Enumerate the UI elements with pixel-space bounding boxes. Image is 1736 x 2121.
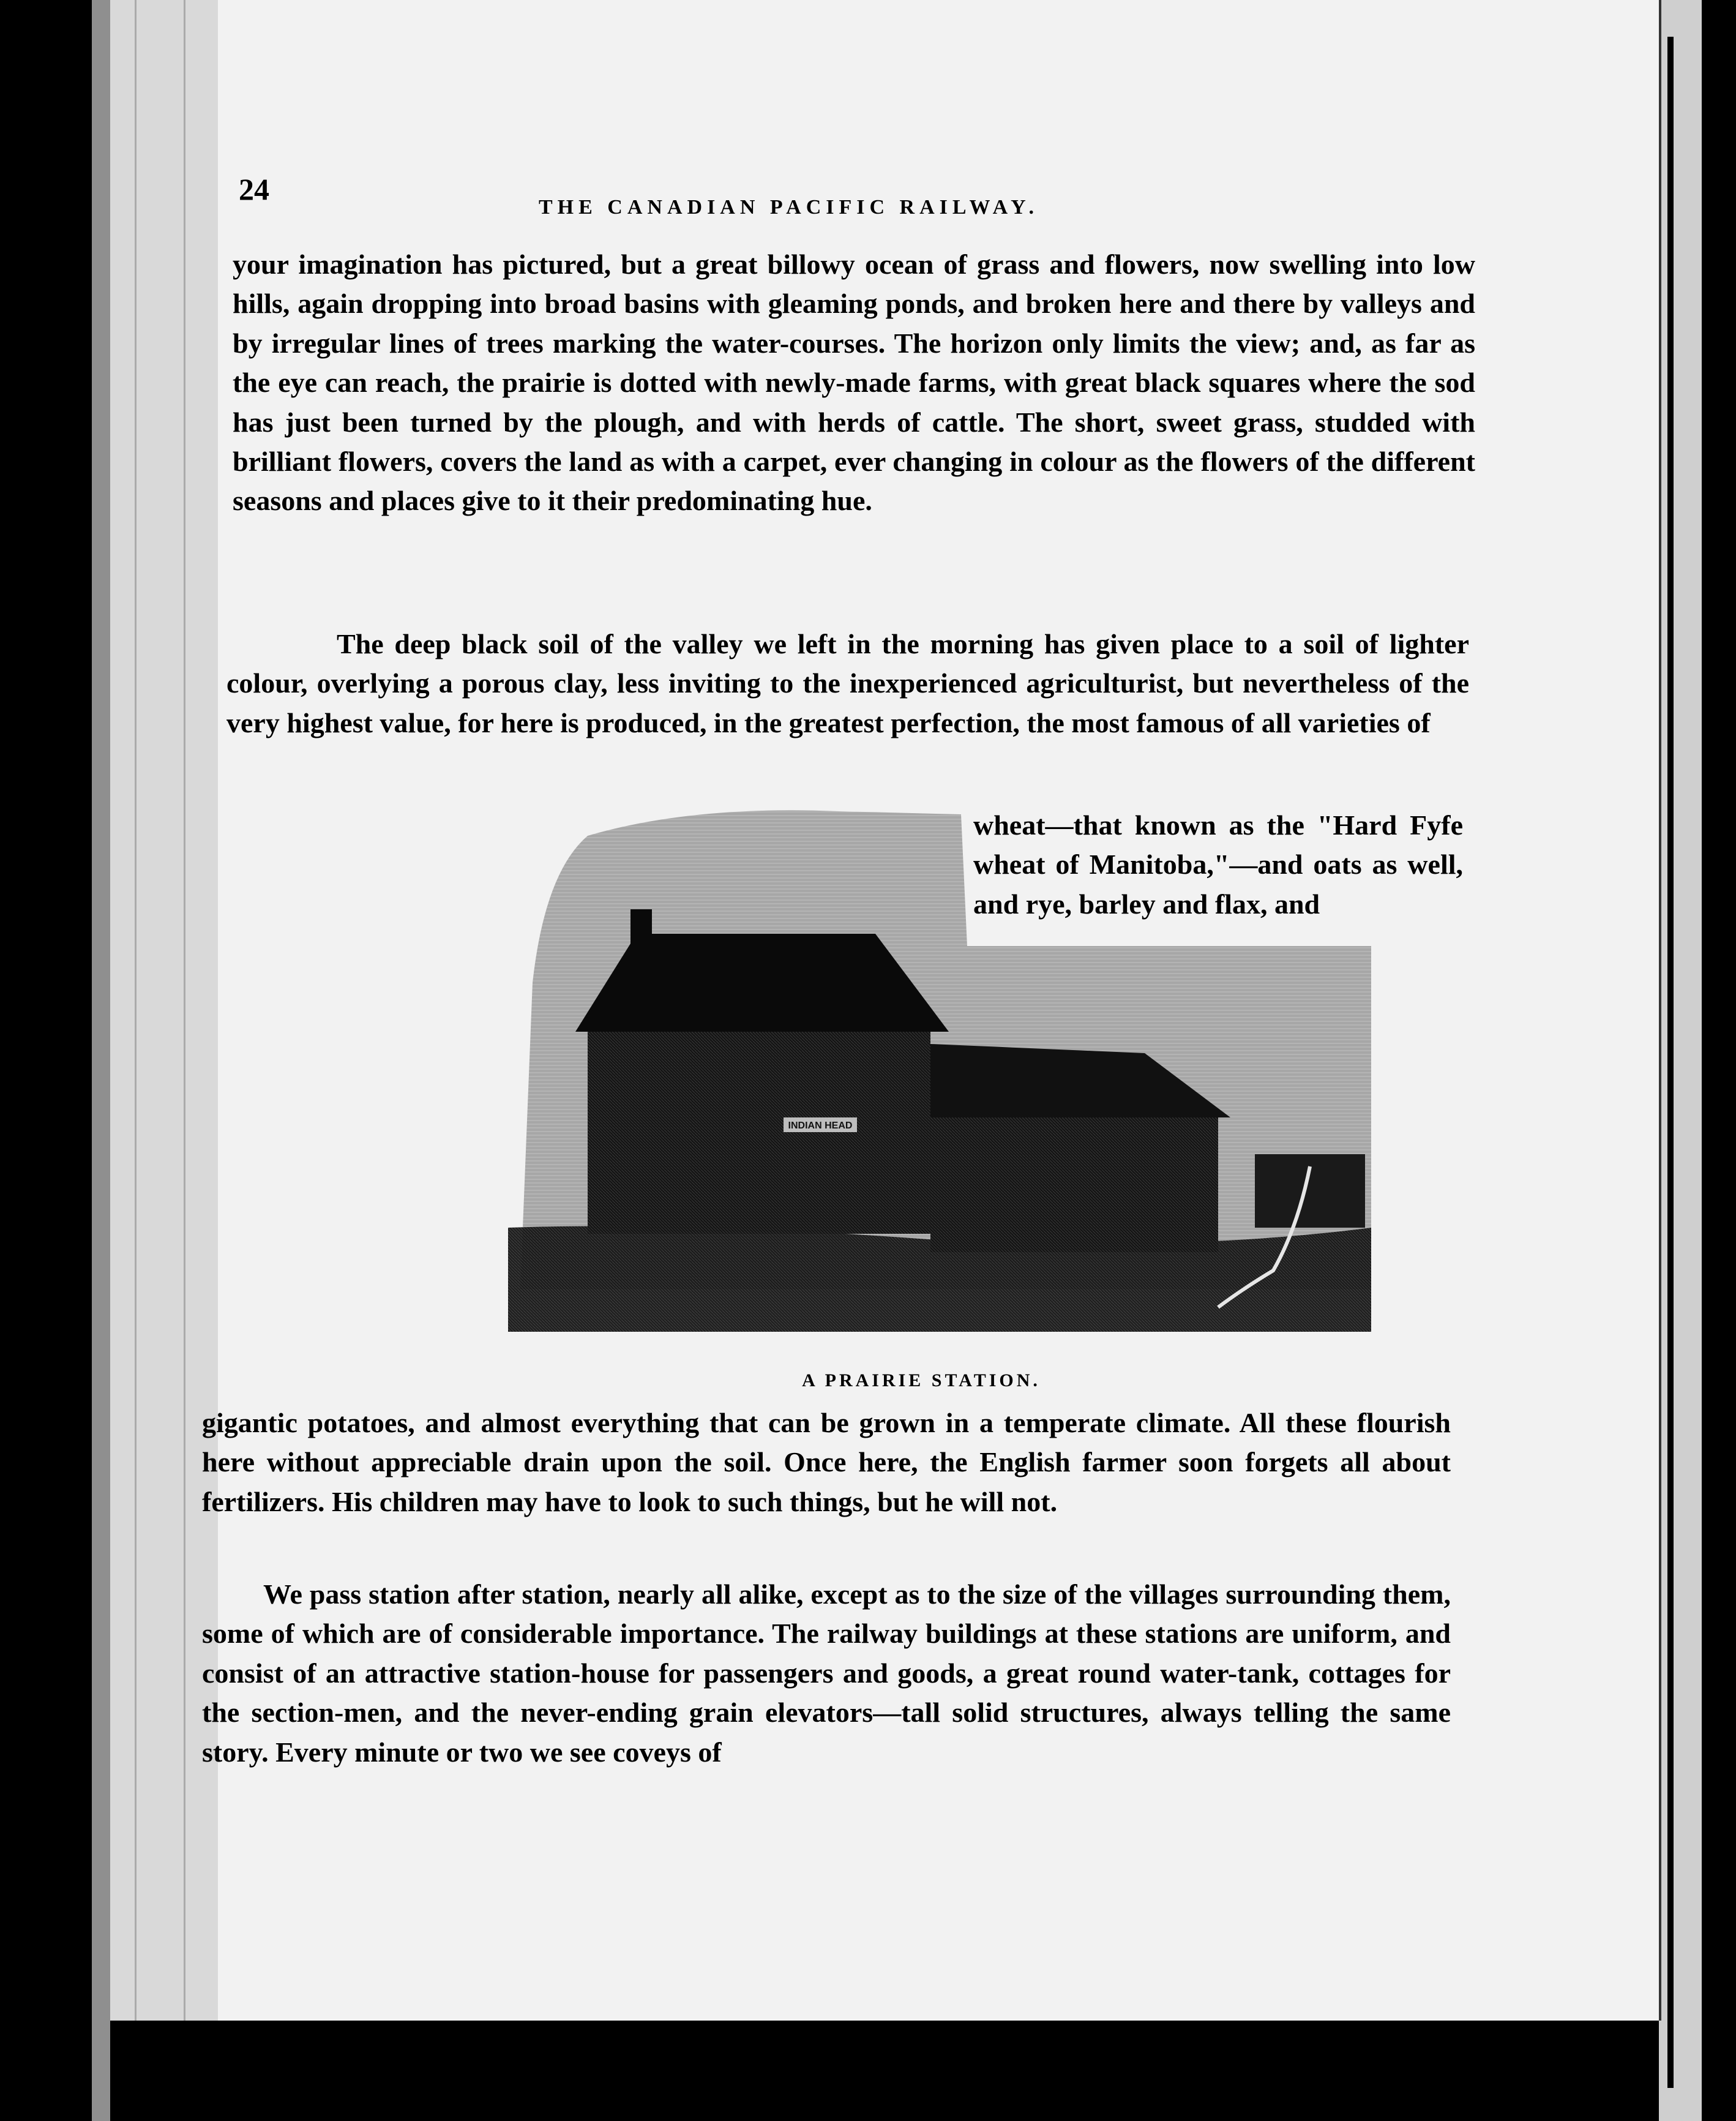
paragraph-2-text: The deep black soil of the valley we left in the morning has given place to a soil of lighter colour, overlying a porous clay, less inviting to the inexperienced agriculturist, but nevertheless of the very highest value, for here is produced, in the greatest perfection, the most famous of all varieties of bbox=[226, 628, 1469, 738]
prairie-station-engraving bbox=[508, 799, 1371, 1332]
paragraph-2-wrap: wheat—that known as the "Hard Fyfe wheat of Manitoba,"—and oats as well, and rye, barley and flax, and bbox=[973, 809, 1463, 920]
page-edge-line bbox=[184, 0, 185, 2021]
paragraph-3: gigantic potatoes, and almost everything that can be grown in a temperate climate. All these flourish here without appreciable drain upon the soil. Once here, the English farmer soon forgets all about fertilizers. His children may have to look to such things, but he will not. bbox=[202, 1407, 1451, 1517]
chimney bbox=[863, 946, 881, 980]
scan-border-bottom bbox=[110, 2021, 1659, 2121]
paragraph-4-text: We pass station after station, nearly all alike, except as to the size of the villages surrounding them, some of which are of considerable importance. The railway buildings at these stations are uniform, and consist of an attractive station-house for passengers and goods, a great round water-tank, cottages for the section-men, and the never-ending grain elevators—tall solid structures, always telling the same story. Every minute or two we see coveys of bbox=[202, 1579, 1451, 1768]
scan-border-left bbox=[0, 0, 92, 2121]
rail-car bbox=[1255, 1154, 1365, 1228]
figure-caption: A PRAIRIE STATION. bbox=[802, 1370, 1041, 1391]
running-title: THE CANADIAN PACIFIC RAILWAY. bbox=[539, 196, 1039, 219]
page-number: 24 bbox=[239, 172, 269, 206]
chimney bbox=[630, 909, 652, 946]
station-wing bbox=[930, 1117, 1218, 1252]
paragraph-1: your imagination has pictured, but a great billowy ocean of grass and flowers, now swelling into low hills, again dropping into broad basins with gleaming ponds, and broken here and there by valleys and by irregular lines of trees marking the water-courses. The horizon only limits the view; and, as far as the eye can reach, the prairie is dotted with newly-made farms, with great black squares where the sod has just been turned by the plough, and with herds of cattle. The short, sweet grass, studded with brilliant flowers, covers the land as with a carpet, ever changing in colour as the flowers of the different seasons and places give to it their predominating hue. bbox=[233, 249, 1475, 517]
paragraph-4 bbox=[202, 1575, 1451, 1772]
station-sign-text: INDIAN HEAD bbox=[788, 1121, 853, 1131]
station-house bbox=[588, 1032, 930, 1234]
page-edge-line bbox=[135, 0, 137, 2021]
ground bbox=[508, 1226, 1371, 1332]
scan-rule-left bbox=[92, 0, 110, 2121]
binding-bar bbox=[1667, 37, 1674, 2088]
paragraph-2 bbox=[226, 625, 1469, 743]
scan-border-right bbox=[1702, 0, 1736, 2121]
next-page-edge bbox=[1659, 0, 1702, 2121]
